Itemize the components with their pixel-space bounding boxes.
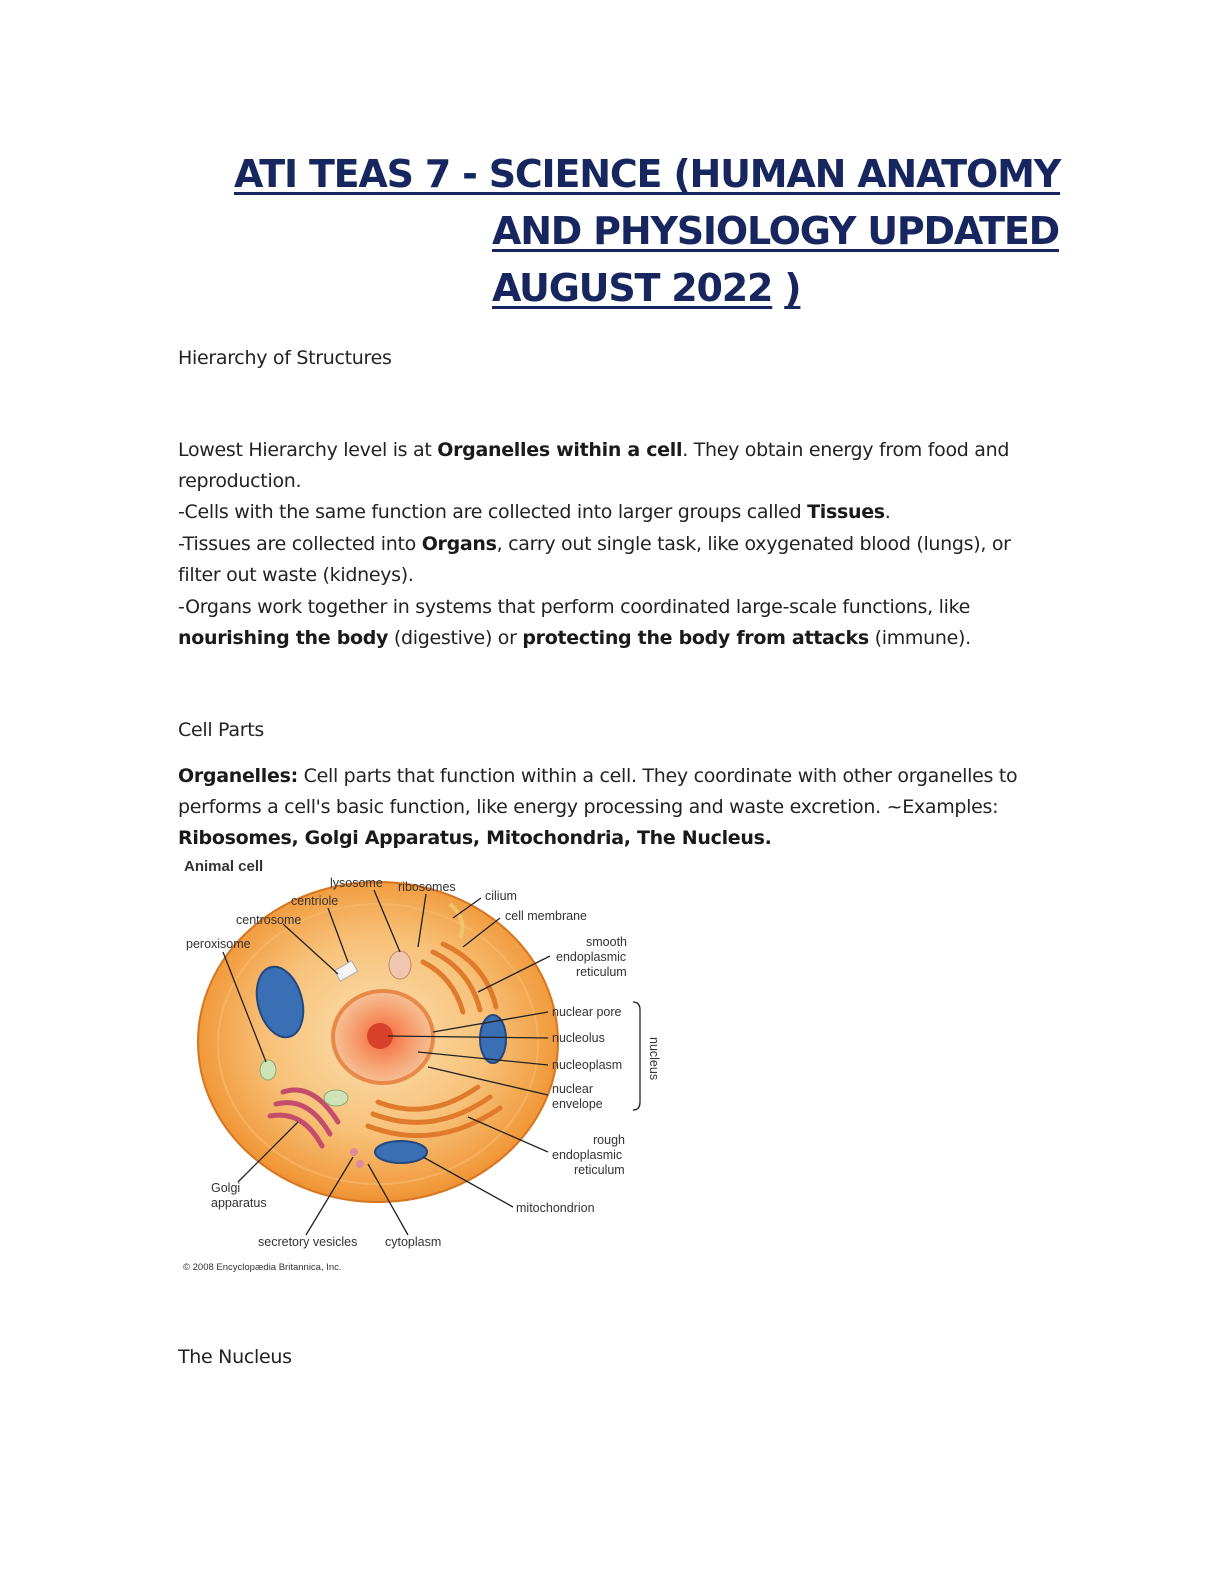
animal-cell-diagram: [178, 852, 678, 1277]
peroxisome-shape: [260, 1060, 276, 1080]
label-nuclear-envelope-2: envelope: [552, 1097, 603, 1111]
label-ribosomes: ribosomes: [398, 880, 456, 894]
label-cell-membrane: cell membrane: [505, 909, 587, 923]
title-line-1: ATI TEAS 7 - SCIENCE (HUMAN ANATOMY: [234, 152, 1061, 196]
label-nucleoplasm: nucleoplasm: [552, 1058, 623, 1072]
label-nucleolus: nucleolus: [552, 1031, 605, 1045]
label-peroxisome: peroxisome: [186, 937, 251, 951]
hierarchy-paragraph-4: -Organs work together in systems that perform coordinated large-scale functions, like nourishing the body (digestive) or protecting the body from attacks (immune).: [178, 596, 971, 649]
label-golgi-1: Golgi: [211, 1181, 241, 1195]
label-golgi-2: apparatus: [211, 1196, 267, 1210]
lysosome-shape: [389, 951, 411, 979]
label-rough-er-1: rough: [593, 1133, 625, 1147]
label-centrosome: centrosome: [236, 913, 302, 927]
label-nuclear-envelope-1: nuclear: [552, 1082, 593, 1096]
nucleus-heading: The Nucleus: [178, 1346, 292, 1368]
label-cilium: cilium: [485, 889, 517, 903]
figure-copyright: © 2008 Encyclopædia Britannica, Inc.: [183, 1262, 342, 1273]
title-line-2: AND PHYSIOLOGY UPDATED: [492, 209, 1059, 253]
secretory-vesicle-shape-2: [356, 1160, 364, 1168]
label-smooth-er-3: reticulum: [576, 965, 627, 979]
label-centriole: centriole: [291, 894, 339, 908]
document-title: [234, 146, 1064, 317]
label-nucleus-bracket: nucleus: [647, 1037, 661, 1081]
label-rough-er-2: endoplasmic: [552, 1148, 623, 1162]
animal-cell-svg: [178, 852, 678, 1277]
label-smooth-er-1: smooth: [586, 935, 627, 949]
label-secretory-vesicles: secretory vesicles: [258, 1235, 358, 1249]
title-closing-paren: ): [784, 266, 801, 310]
cell-parts-heading: Cell Parts: [178, 719, 264, 741]
vesicle-shape: [324, 1090, 348, 1106]
hierarchy-heading: Hierarchy of Structures: [178, 347, 392, 369]
figure-title: Animal cell: [184, 858, 264, 875]
label-smooth-er-2: endoplasmic: [556, 950, 627, 964]
title-line-3: AUGUST 2022 ): [492, 266, 801, 310]
label-nuclear-pore: nuclear pore: [552, 1005, 622, 1019]
label-lysosome: lysosome: [330, 876, 383, 890]
label-mitochondrion: mitochondrion: [516, 1201, 595, 1215]
nucleus-bracket: [633, 1002, 640, 1110]
organelles-paragraph: Organelles: Cell parts that function within a cell. They coordinate with other organelles to performs a cell's basic function, like energy processing and waste excretion. ~Examples: Ribosomes, Golgi Apparatus, Mitochondria, The Nucleus.: [178, 765, 1018, 849]
hierarchy-paragraph-1: Lowest Hierarchy level is at Organelles within a cell. They obtain energy from food and reproduction.: [178, 439, 1010, 492]
hierarchy-paragraph-2: -Cells with the same function are collected into larger groups called Tissues.: [178, 501, 891, 523]
label-cytoplasm: cytoplasm: [385, 1235, 442, 1249]
secretory-vesicle-shape-1: [350, 1148, 358, 1156]
hierarchy-paragraph-3: -Tissues are collected into Organs, carry out single task, like oxygenated blood (lungs), or filter out waste (kidneys).: [178, 533, 1011, 586]
label-rough-er-3: reticulum: [574, 1163, 625, 1177]
